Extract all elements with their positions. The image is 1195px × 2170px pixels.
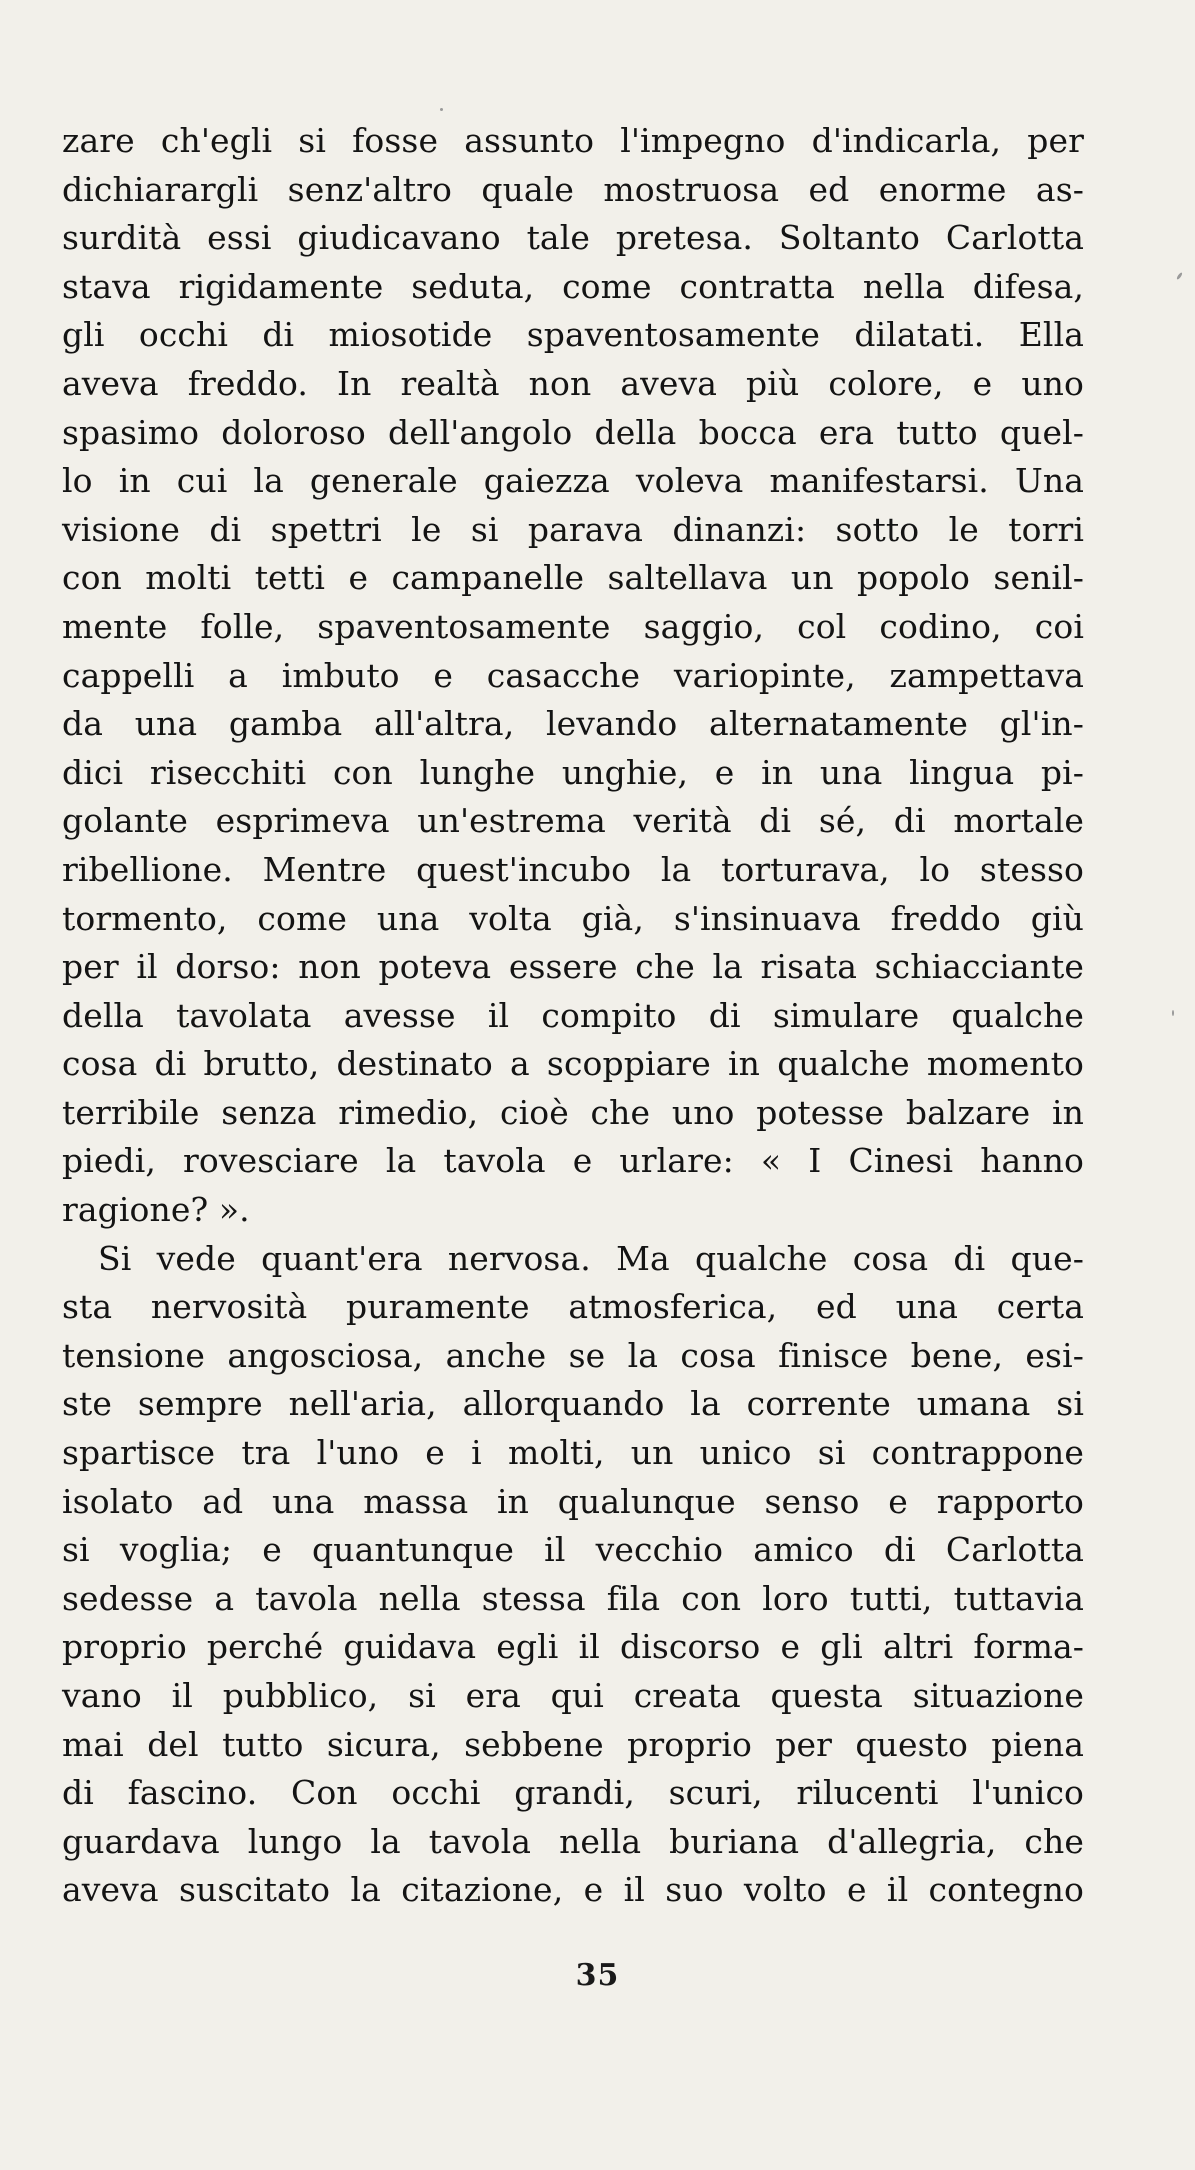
text-line: di fascino. Con occhi grandi, scuri, rilucenti l'unico [62,1773,1084,1813]
text-line: guardava lungo la tavola nella buriana d'allegria, che [62,1821,1084,1861]
text-line: tensione angosciosa, anche se la cosa finisce bene, esi- [62,1335,1084,1375]
text-line: sedesse a tavola nella stessa fila con loro tutti, tuttavia [62,1578,1084,1618]
text-line: sta nervosità puramente atmosferica, ed una certa [62,1287,1084,1327]
text-line: visione di spettri le si parava dinanzi: sotto le torri [62,509,1084,549]
text-line: vano il pubblico, si era qui creata questa situazione [62,1676,1084,1715]
book-page-text [62,117,1084,1915]
text-line: surdità essi giudicavano tale pretesa. Soltanto Carlotta [62,218,1084,258]
text-line: stava rigidamente seduta, come contratta nella difesa, [62,266,1084,306]
paper-speck [1176,272,1183,280]
text-line: golante esprimeva un'estrema verità di sé, di mortale [62,801,1084,841]
text-line: spartisce tra l'uno e i molti, un unico si contrappone [62,1433,1084,1473]
text-line: con molti tetti e campanelle saltellava un popolo senil- [62,558,1084,598]
text-line: lo in cui la generale gaiezza voleva manifestarsi. Una [62,461,1084,501]
page-number: 35 [575,1958,620,1993]
text-line: dici risecchiti con lunghe unghie, e in una lingua pi- [62,752,1084,792]
text-line: proprio perché guidava egli il discorso e gli altri forma- [62,1627,1084,1667]
paper-speck [440,108,443,111]
text-line: si voglia; e quantunque il vecchio amico di Carlotta [62,1530,1084,1570]
text-line: per il dorso: non poteva essere che la risata schiacciante [62,947,1084,987]
text-line: cosa di brutto, destinato a scoppiare in qualche momento [62,1044,1084,1084]
text-line: Si vede quant'era nervosa. Ma qualche cosa di que- [98,1238,1084,1278]
text-line: tormento, come una volta già, s'insinuava freddo giù [62,898,1084,938]
text-line: terribile senza rimedio, cioè che uno potesse balzare in [62,1092,1084,1132]
text-line: dichiarargli senz'altro quale mostruosa ed enorme as- [62,169,1084,209]
paper-speck [1172,1010,1174,1016]
text-line: spasimo doloroso dell'angolo della bocca era tutto quel- [62,412,1084,452]
text-line: ribellione. Mentre quest'incubo la torturava, lo stesso [62,849,1084,889]
text-line: cappelli a imbuto e casacche variopinte, zampettava [62,655,1084,695]
text-line: piedi, rovesciare la tavola e urlare: « I Cinesi hanno [62,1141,1084,1181]
text-line: ragione? ». [62,1190,250,1230]
text-line: mai del tutto sicura, sebbene proprio per questo piena [62,1724,1084,1764]
text-line: aveva suscitato la citazione, e il suo volto e il contegno [62,1870,1084,1910]
text-line: gli occhi di miosotide spaventosamente dilatati. Ella [62,315,1084,355]
text-line: della tavolata avesse il compito di simulare qualche [62,995,1084,1035]
text-line: aveva freddo. In realtà non aveva più colore, e uno [62,363,1084,403]
text-line: zare ch'egli si fosse assunto l'impegno d'indicarla, per [62,121,1084,160]
paragraph-2 [62,1235,1084,1915]
paragraph-1 [62,117,1084,1235]
text-line: ste sempre nell'aria, allorquando la corrente umana si [62,1384,1084,1424]
text-line: isolato ad una massa in qualunque senso e rapporto [62,1481,1084,1521]
text-line: mente folle, spaventosamente saggio, col codino, coi [62,606,1084,646]
text-line: da una gamba all'altra, levando alternatamente gl'in- [62,704,1084,744]
